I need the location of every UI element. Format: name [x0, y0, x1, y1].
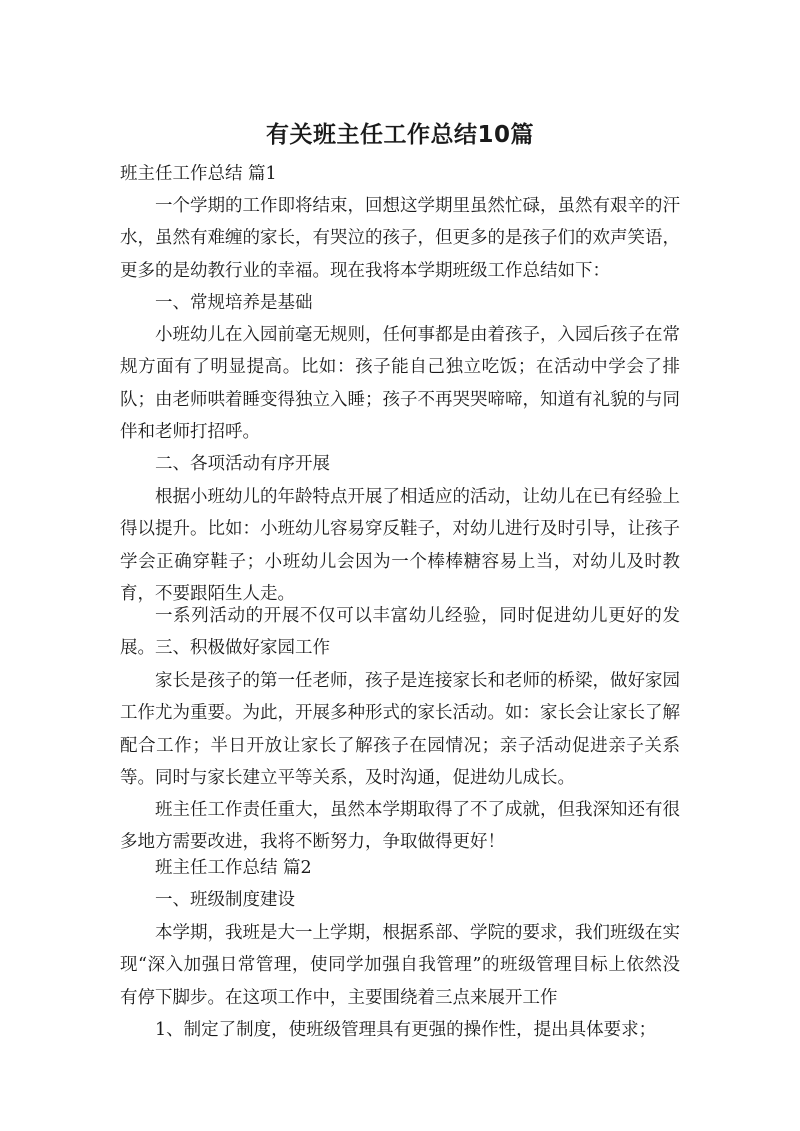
- paragraph-intro: 一个学期的工作即将结束，回想这学期里虽然忙碌，虽然有艰辛的汗水，虽然有难缠的家长，有哭泣的孩子，但更多的是孩子们的欢声笑语，更多的是幼教行业的幸福。现在我将本学期班级工作总结如下：: [120, 196, 680, 281]
- paragraph-activities: 根据小班幼儿的年龄特点开展了相适应的活动，让幼儿在已有经验上得以提升。比如：小班幼儿容易穿反鞋子，对幼儿进行及时引导，让孩子学会正确穿鞋子；小班幼儿会因为一个棒棒糖容易上当，对幼儿及时教育，不要跟陌生人走。: [120, 487, 680, 604]
- paragraph-routine: 小班幼儿在入园前毫无规则，任何事都是由着孩子，入园后孩子在常规方面有了明显提高。比如：孩子能自己独立吃饭；在活动中学会了排队；由老师哄着睡变得独立入睡；孩子不再哭哭啼啼，知道有礼貌的与同伴和老师打招呼。: [120, 325, 680, 442]
- list-item-1: 1、制定了制度，使班级管理具有更强的操作性，提出具体要求；: [155, 1020, 657, 1040]
- subheading-home-school: 三、积极做好家园工作: [155, 638, 330, 658]
- paragraph-class-system: 本学期，我班是大一上学期，根据系部、学院的要求，我们班级在实现“深入加强日常管理，使同学加强自我管理”的班级管理目标上依然没有停下脚步。在这项工作中，主要围绕着三点来展开工作: [120, 923, 680, 1008]
- section-heading-1: 班主任工作总结 篇1: [120, 164, 277, 184]
- paragraph-activities-summary: 一系列活动的开展不仅可以丰富幼儿经验，同时促进幼儿更好的发展。: [120, 606, 680, 659]
- paragraph-home-school: 家长是孩子的第一任老师，孩子是连接家长和老师的桥梁，做好家园工作尤为重要。为此，开展多种形式的家长活动。如：家长会让家长了解配合工作；半日开放让家长了解孩子在园情况；亲子活动促进亲子关系等。同时与家长建立平等关系，及时沟通，促进幼儿成长。: [120, 671, 680, 788]
- document-title: 有关班主任工作总结10篇: [265, 122, 534, 148]
- subheading-routine: 一、常规培养是基础: [155, 293, 313, 313]
- subheading-class-system: 一、班级制度建设: [155, 890, 295, 910]
- section-heading-2: 班主任工作总结 篇2: [155, 858, 312, 878]
- paragraph-conclusion: 班主任工作责任重大，虽然本学期取得了不了成就，但我深知还有很多地方需要改进，我将不断努力，争取做得更好！: [120, 800, 680, 853]
- subheading-activities: 二、各项活动有序开展: [155, 454, 330, 474]
